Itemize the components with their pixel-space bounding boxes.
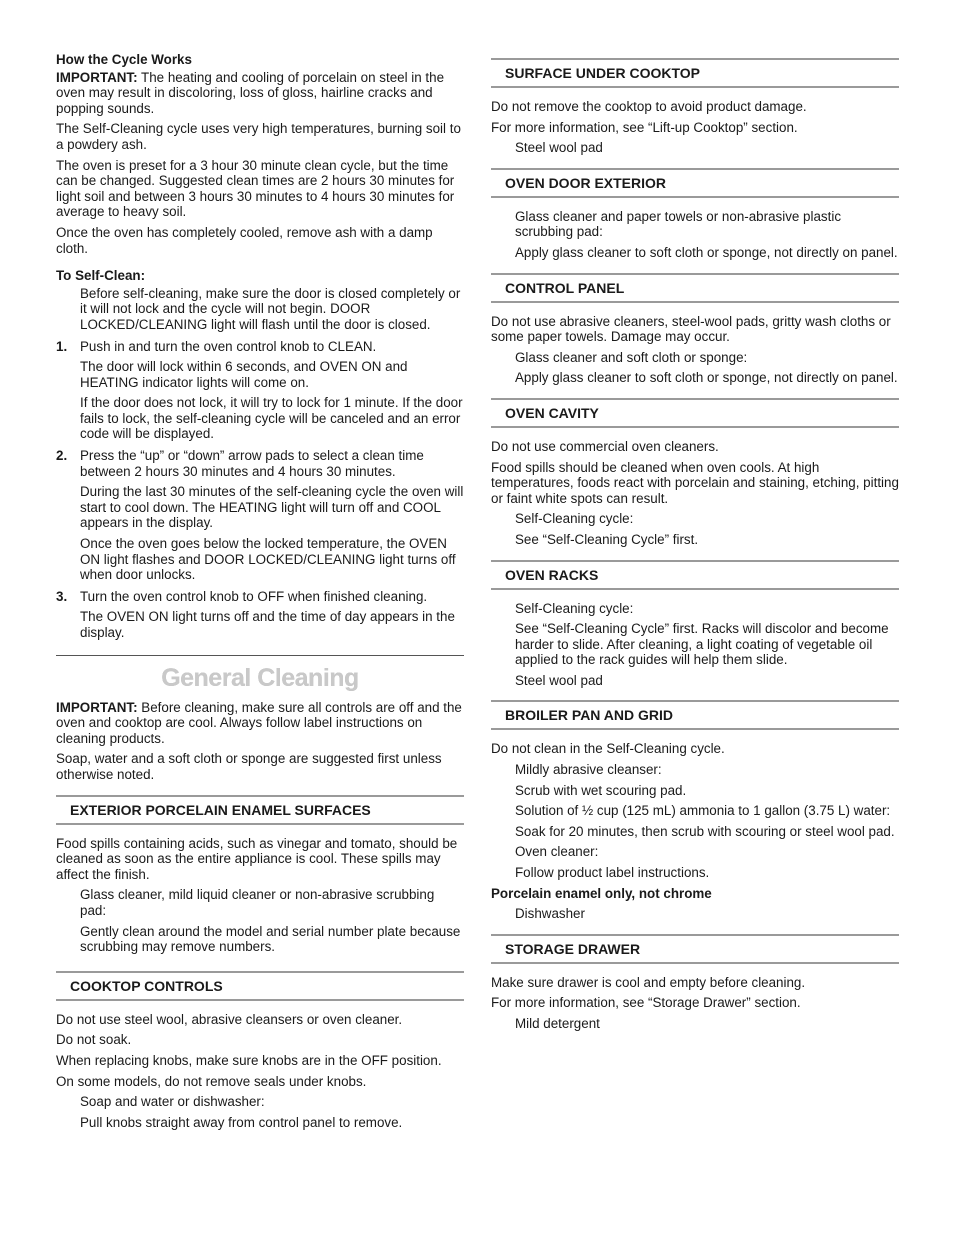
general-cleaning-title: General Cleaning (161, 663, 359, 692)
step-text: Push in and turn the oven control knob to CLEAN. (80, 338, 377, 354)
step-note: The OVEN ON light turns off and the time of day appears in the display. (80, 609, 455, 640)
step-note: The door will lock within 6 seconds, and OVEN ON and HEATING indicator lights will come on. (80, 359, 408, 390)
broiler-item-1: Mildly abrasive cleanser: (515, 762, 662, 778)
how-cycle-paragraph-2: The Self-Cleaning cycle uses very high temperatures, burning soil to a powdery ash. (56, 121, 461, 152)
important-label: IMPORTANT: (56, 69, 138, 85)
cavity-paragraph-1: Do not use commercial oven cleaners. (491, 438, 719, 454)
control-paragraph: Do not use abrasive cleaners, steel-wool pads, gritty wash cloths or some paper towels. Damage may occur. (491, 313, 891, 345)
control-panel-heading: CONTROL PANEL (491, 273, 899, 303)
step-note: If the door does not lock, it will try to lock for 1 minute. If the door fails to lock, the self-cleaning cycle will be canceled and an error code will be displayed. (80, 395, 463, 442)
surface-paragraph-2: For more information, see “Lift-up Cooktop” section. (491, 119, 798, 135)
broiler-item-5: Oven cleaner: (515, 844, 599, 860)
cooktop-controls-heading: COOKTOP CONTROLS (56, 971, 464, 1001)
exterior-item-2: Gently clean around the model and serial number plate because scrubbing may remove numbers. (80, 923, 461, 955)
broiler-pan-heading: BROILER PAN AND GRID (491, 700, 899, 730)
storage-paragraph-2: For more information, see “Storage Drawer” section. (491, 995, 801, 1011)
oven-door-exterior-heading: OVEN DOOR EXTERIOR (491, 168, 899, 198)
cooktop-paragraph-4: On some models, do not remove seals under knobs. (56, 1073, 367, 1089)
surface-under-cooktop-heading: SURFACE UNDER COOKTOP (491, 58, 899, 88)
broiler-item-4: Soak for 20 minutes, then scrub with scouring or steel wool pad. (515, 823, 895, 839)
right-column (491, 58, 899, 1037)
cavity-item-1: Self-Cleaning cycle: (515, 511, 634, 527)
to-self-clean-heading: To Self-Clean: (56, 268, 146, 284)
cooktop-item-2: Pull knobs straight away from control panel to remove. (80, 1114, 403, 1130)
step-3 (56, 589, 464, 641)
section-divider (56, 655, 464, 656)
how-cycle-works-heading: How the Cycle Works (56, 52, 192, 67)
general-important-paragraph (56, 700, 464, 747)
exterior-item-1: Glass cleaner, mild liquid cleaner or non-abrasive scrubbing pad: (80, 887, 435, 918)
broiler-item-6: Follow product label instructions. (515, 865, 710, 881)
broiler-item-3: Solution of ½ cup (125 mL) ammonia to 1 gallon (3.75 L) water: (515, 803, 891, 819)
step-number: 3. (56, 588, 68, 604)
control-item-2: Apply glass cleaner to soft cloth or sponge, not directly on panel. (515, 370, 898, 386)
step-number: 1. (56, 338, 68, 354)
step-note: Once the oven goes below the locked temperature, the OVEN ON light flashes and DOOR LOCKED/CLEANING light turns off when door unlocks. (80, 536, 456, 583)
racks-item-3: Steel wool pad (515, 672, 603, 688)
cooktop-paragraph-1: Do not use steel wool, abrasive cleansers or oven cleaner. (56, 1011, 403, 1027)
exterior-porcelain-heading: EXTERIOR PORCELAIN ENAMEL SURFACES (56, 795, 464, 825)
cavity-item-2: See “Self-Cleaning Cycle” first. (515, 531, 699, 547)
storage-item-1: Mild detergent (515, 1016, 600, 1031)
how-cycle-paragraph-3: The oven is preset for a 3 hour 30 minute clean cycle, but the time can be changed. Suggested clean times are 2 hours 30 minutes for light soil and between 3 hours 30 minutes to 4 hours 30 minutes for average to heavy soil. (56, 157, 455, 220)
how-cycle-paragraph-4: Once the oven has completely cooled, remove ash with a damp cloth. (56, 224, 433, 256)
oven-racks-heading: OVEN RACKS (491, 560, 899, 590)
broiler-paragraph: Do not clean in the Self-Cleaning cycle. (491, 741, 725, 757)
important-text: The heating and cooling of porcelain on steel in the oven may result in discoloring, loss of gloss, hairline cracks and popping sounds. (56, 69, 445, 116)
storage-drawer-heading: STORAGE DRAWER (491, 934, 899, 964)
self-clean-intro: Before self-cleaning, make sure the door is closed completely or it will not lock and the cycle will not begin. DOOR LOCKED/CLEANING light will flash until the door is closed. (80, 285, 461, 332)
door-item-1: Glass cleaner and paper towels or non-abrasive plastic scrubbing pad: (515, 208, 842, 240)
cooktop-item-1: Soap and water or dishwasher: (80, 1094, 265, 1110)
step-note: During the last 30 minutes of the self-cleaning cycle the oven will start to cool down. The HEATING light will turn off and COOL appears in the display. (80, 484, 464, 531)
cooktop-paragraph-3: When replacing knobs, make sure knobs are in the OFF position. (56, 1052, 442, 1068)
broiler-bold-note: Porcelain enamel only, not chrome (491, 885, 712, 901)
surface-item-1: Steel wool pad (515, 140, 603, 156)
how-cycle-important-paragraph (56, 70, 464, 117)
control-item-1: Glass cleaner and soft cloth or sponge: (515, 349, 748, 365)
step-text: Press the “up” or “down” arrow pads to select a clean time between 2 hours 30 minutes and 4 hours 30 minutes. (80, 448, 424, 479)
general-paragraph-2: Soap, water and a soft cloth or sponge are suggested first unless otherwise noted. (56, 751, 442, 782)
cavity-paragraph-2: Food spills should be cleaned when oven cools. At high temperatures, foods react with porcelain and staining, etching, pitting or faint white spots can result. (491, 459, 899, 506)
exterior-paragraph: Food spills containing acids, such as vinegar and tomato, should be cleaned as soon as the entire appliance is cool. These spills may affect the finish. (56, 835, 458, 882)
broiler-item-2: Scrub with wet scouring pad. (515, 782, 687, 798)
broiler-item-7: Dishwasher (515, 906, 585, 922)
surface-paragraph-1: Do not remove the cooktop to avoid product damage. (491, 99, 807, 114)
important-text: Before cleaning, make sure all controls are off and the oven and cooktop are cool. Always follow label instructions on cleaning products. (56, 699, 462, 746)
important-label: IMPORTANT: (56, 699, 138, 715)
step-2 (56, 448, 464, 583)
oven-cavity-heading: OVEN CAVITY (491, 398, 899, 428)
racks-item-2: See “Self-Cleaning Cycle” first. Racks will discolor and become harder to slide. After cleaning, a light coating of vegetable oil applied to the rack guides will help them slide. (515, 621, 889, 668)
step-1 (56, 339, 464, 443)
step-number: 2. (56, 448, 68, 464)
racks-item-1: Self-Cleaning cycle: (515, 600, 634, 616)
step-text: Turn the oven control knob to OFF when finished cleaning. (80, 588, 428, 604)
cooktop-paragraph-2: Do not soak. (56, 1032, 132, 1048)
storage-paragraph-1: Make sure drawer is cool and empty before cleaning. (491, 974, 806, 990)
door-item-2: Apply glass cleaner to soft cloth or sponge, not directly on panel. (515, 244, 898, 260)
left-column (56, 52, 464, 1135)
